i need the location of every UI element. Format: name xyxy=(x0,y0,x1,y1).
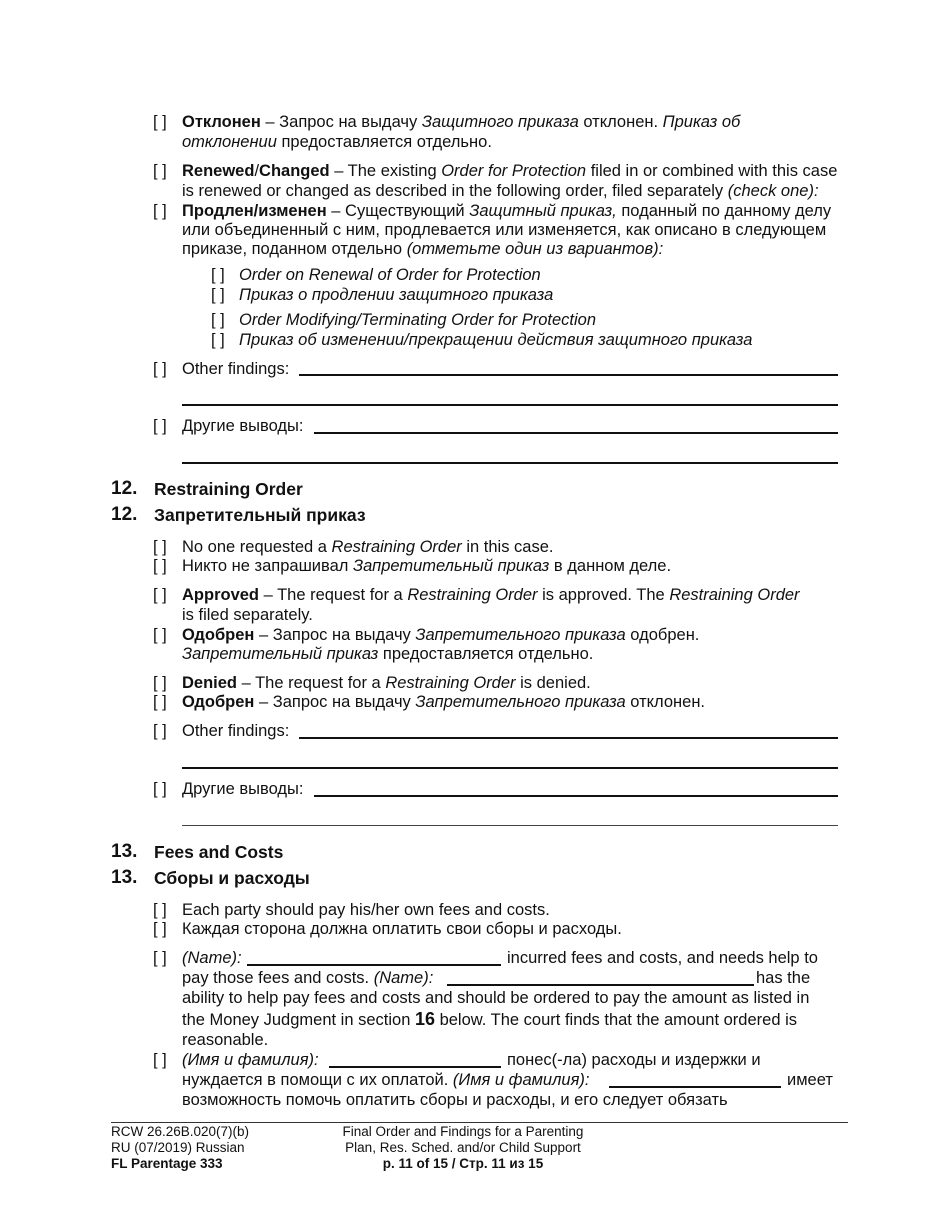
denied-en: Denied – The request for a Restraining Order is denied. xyxy=(182,674,591,692)
renewed-en-line2: is renewed or changed as described in the following order, filed separately (check one): xyxy=(182,182,819,200)
section-number: 13. xyxy=(111,841,138,862)
footer-title-line1: Final Order and Findings for a Parenting xyxy=(342,1124,584,1139)
name-en-line5: reasonable. xyxy=(182,1031,269,1049)
approved-ru-line2: Запретительный приказ предоставляется отдельно. xyxy=(182,645,594,663)
name-ru-line1: (Имя и фамилия): xyxy=(182,1051,319,1069)
each-party-ru: Каждая сторона должна оплатить свои сборы и расходы. xyxy=(182,920,622,938)
name-field[interactable] xyxy=(609,1086,781,1088)
option-modify-en: Order Modifying/Terminating Order for Protection xyxy=(239,311,597,329)
section-title-en: Fees and Costs xyxy=(154,842,284,862)
name-field[interactable] xyxy=(329,1066,501,1068)
footer-title-line2: Plan, Res. Sched. and/or Child Support xyxy=(345,1140,581,1155)
other-findings-ru-field[interactable] xyxy=(314,795,838,797)
other-findings-ru-label: Другие выводы: xyxy=(182,780,304,798)
section-title-en: Restraining Order xyxy=(154,479,303,499)
checkbox[interactable]: [ ] xyxy=(211,331,225,349)
other-findings-en-label: Other findings: xyxy=(182,360,290,378)
name-en-line3: ability to help pay fees and costs and should be ordered to pay the amount as listed in xyxy=(182,989,810,1007)
no-request-ru: Никто не запрашивал Запретительный приказ в данном деле. xyxy=(182,557,672,575)
other-findings-en-field[interactable] xyxy=(299,374,838,376)
other-findings-ru-field[interactable] xyxy=(314,432,838,434)
other-findings-en-label: Other findings: xyxy=(182,722,290,740)
renewed-ru-line3: приказе, поданном отдельно (отметьте один из вариантов): xyxy=(182,240,664,258)
name-field[interactable] xyxy=(447,984,754,986)
checkbox[interactable]: [ ] xyxy=(153,693,167,711)
checkbox[interactable]: [ ] xyxy=(211,311,225,329)
checkbox[interactable]: [ ] xyxy=(153,162,167,180)
checkbox[interactable]: [ ] xyxy=(153,949,167,967)
other-findings-ru-field-2[interactable] xyxy=(182,462,838,464)
checkbox[interactable]: [ ] xyxy=(153,920,167,938)
name-en-line2-rest: has the xyxy=(756,969,811,987)
other-findings-en-field-2[interactable] xyxy=(182,767,838,769)
checkbox[interactable]: [ ] xyxy=(153,586,167,604)
name-ru-line3: возможность помочь оплатить сборы и расходы, и его следует обязать xyxy=(182,1091,728,1109)
name-field[interactable] xyxy=(247,964,501,966)
section-number: 13. xyxy=(111,867,138,888)
checkbox[interactable]: [ ] xyxy=(153,557,167,575)
section-title-ru: Сборы и расходы xyxy=(154,868,310,888)
checkbox[interactable]: [ ] xyxy=(153,1051,167,1069)
checkbox[interactable]: [ ] xyxy=(153,626,167,644)
section-number: 12. xyxy=(111,504,138,525)
footer-form-version: RU (07/2019) Russian xyxy=(111,1140,245,1155)
approved-en-line2: is filed separately. xyxy=(182,606,313,624)
checkbox[interactable]: [ ] xyxy=(153,360,167,378)
section-title-ru: Запретительный приказ xyxy=(154,505,366,525)
checkbox[interactable]: [ ] xyxy=(211,266,225,284)
other-findings-en-field[interactable] xyxy=(299,737,838,739)
footer-form-id: FL Parentage 333 xyxy=(111,1156,223,1171)
denied-ru: Одобрен – Запрос на выдачу Запретительного приказа отклонен. xyxy=(182,693,706,711)
name-en-line2: pay those fees and costs. (Name): xyxy=(182,969,434,987)
name-en-line1-rest: incurred fees and costs, and needs help to xyxy=(507,949,818,967)
renewed-ru-line1: Продлен/изменен – Существующий Защитный приказ, поданный по данному делу xyxy=(182,202,832,220)
option-renewal-ru: Приказ о продлении защитного приказа xyxy=(239,286,554,304)
option-modify-ru: Приказ об изменении/прекращении действия защитного приказа xyxy=(239,331,753,349)
denied-ru-line2: отклонении предоставляется отдельно. xyxy=(182,133,492,151)
other-findings-en-field-2[interactable] xyxy=(182,404,838,406)
checkbox[interactable]: [ ] xyxy=(153,901,167,919)
name-ru-line2: нуждается в помощи с их оплатой. (Имя и фамилия): xyxy=(182,1071,590,1089)
other-findings-ru-field-2[interactable] xyxy=(182,825,838,826)
footer-divider xyxy=(111,1122,848,1123)
denied-ru-line1: Отклонен – Запрос на выдачу Защитного приказа отклонен. Приказ об xyxy=(182,113,741,131)
page-number: p. 11 of 15 / Стр. 11 из 15 xyxy=(382,1156,544,1171)
checkbox[interactable]: [ ] xyxy=(153,417,167,435)
name-ru-line2-rest: имеет xyxy=(787,1071,833,1089)
approved-ru-line1: Одобрен – Запрос на выдачу Запретительного приказа одобрен. xyxy=(182,626,700,644)
checkbox[interactable]: [ ] xyxy=(153,722,167,740)
name-en-line1: (Name): xyxy=(182,949,242,967)
renewed-ru-line2: или объединенный с ним, продлевается или изменяется, как описано в следующем xyxy=(182,221,827,239)
checkbox[interactable]: [ ] xyxy=(153,538,167,556)
checkbox[interactable]: [ ] xyxy=(211,286,225,304)
other-findings-ru-label: Другие выводы: xyxy=(182,417,304,435)
footer-statute: RCW 26.26B.020(7)(b) xyxy=(111,1124,250,1139)
checkbox[interactable]: [ ] xyxy=(153,674,167,692)
checkbox[interactable]: [ ] xyxy=(153,202,167,220)
renewed-en-line1: Renewed/Changed – The existing Order for Protection filed in or combined with this case xyxy=(182,162,838,180)
checkbox[interactable]: [ ] xyxy=(153,780,167,798)
option-renewal-en: Order on Renewal of Order for Protection xyxy=(239,266,541,284)
approved-en-line1: Approved – The request for a Restraining Order is approved. The Restraining Order xyxy=(182,586,800,604)
name-ru-line1-rest: понес(-ла) расходы и издержки и xyxy=(507,1051,761,1069)
checkbox[interactable]: [ ] xyxy=(153,113,167,131)
no-request-en: No one requested a Restraining Order in this case. xyxy=(182,538,554,556)
each-party-en: Each party should pay his/her own fees and costs. xyxy=(182,901,550,919)
section-number: 12. xyxy=(111,478,138,499)
name-en-line4: the Money Judgment in section 16 below. The court finds that the amount ordered is xyxy=(182,1009,797,1029)
